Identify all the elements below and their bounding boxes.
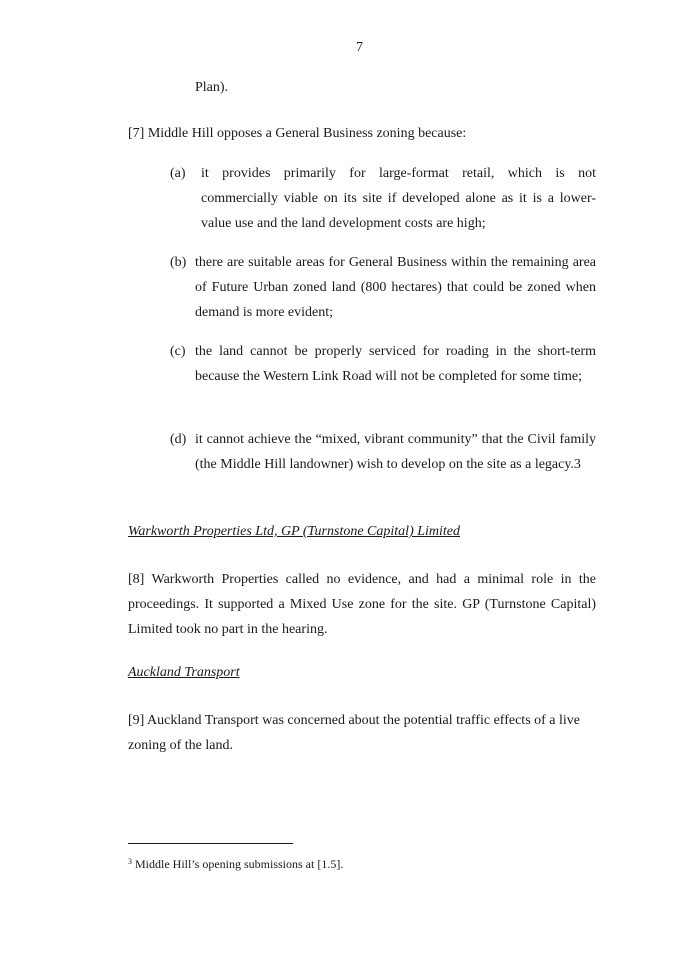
list-marker: (c) bbox=[170, 344, 186, 359]
list-marker: (d) bbox=[170, 432, 187, 447]
list-item-a bbox=[170, 161, 596, 236]
footnote bbox=[128, 857, 343, 872]
footnote-text: Middle Hill’s opening submissions at [1.5]. bbox=[135, 857, 344, 871]
list-marker: (b) bbox=[170, 255, 187, 270]
section-heading-warkworth: Warkworth Properties Ltd, GP (Turnstone Capital) Limited bbox=[128, 524, 461, 539]
paragraph-8: [8] Warkworth Properties called no evidence, and had a minimal role in the proceedings. It supported a Mixed Use zone for the site. GP (Turnstone Capital) Limited took no part in the hearing. bbox=[128, 572, 596, 637]
list-item-c bbox=[170, 339, 596, 389]
paragraph-9: [9] Auckland Transport was concerned about the potential traffic effects of a live zoning of the land. bbox=[128, 713, 581, 753]
section-heading-auckland-transport: Auckland Transport bbox=[128, 665, 240, 680]
list-item-text: the land cannot be properly serviced for roading in the short-term because the Western Link Road will not be completed for some time; bbox=[195, 344, 596, 384]
continuation-text: Plan). bbox=[195, 80, 229, 95]
footnote-number: 3 bbox=[128, 857, 132, 866]
list-item-text: it cannot achieve the “mixed, vibrant community” that the Civil family (the Middle Hill landowner) wish to develop on the site as a legacy.3 bbox=[195, 432, 596, 472]
list-item-d bbox=[170, 427, 596, 477]
list-item-text: it provides primarily for large-format retail, which is not commercially viable on its site if developed alone as it is a lower-value use and the land development costs are high; bbox=[201, 166, 596, 231]
page-number: 7 bbox=[356, 40, 363, 55]
list-item-b bbox=[170, 250, 596, 325]
list-marker: (a) bbox=[170, 166, 186, 181]
paragraph-7-intro: [7] Middle Hill opposes a General Business zoning because: bbox=[128, 126, 467, 141]
footnote-divider bbox=[128, 843, 293, 844]
list-item-text: there are suitable areas for General Business within the remaining area of Future Urban zoned land (800 hectares) that could be zoned when demand is more evident; bbox=[195, 255, 596, 320]
